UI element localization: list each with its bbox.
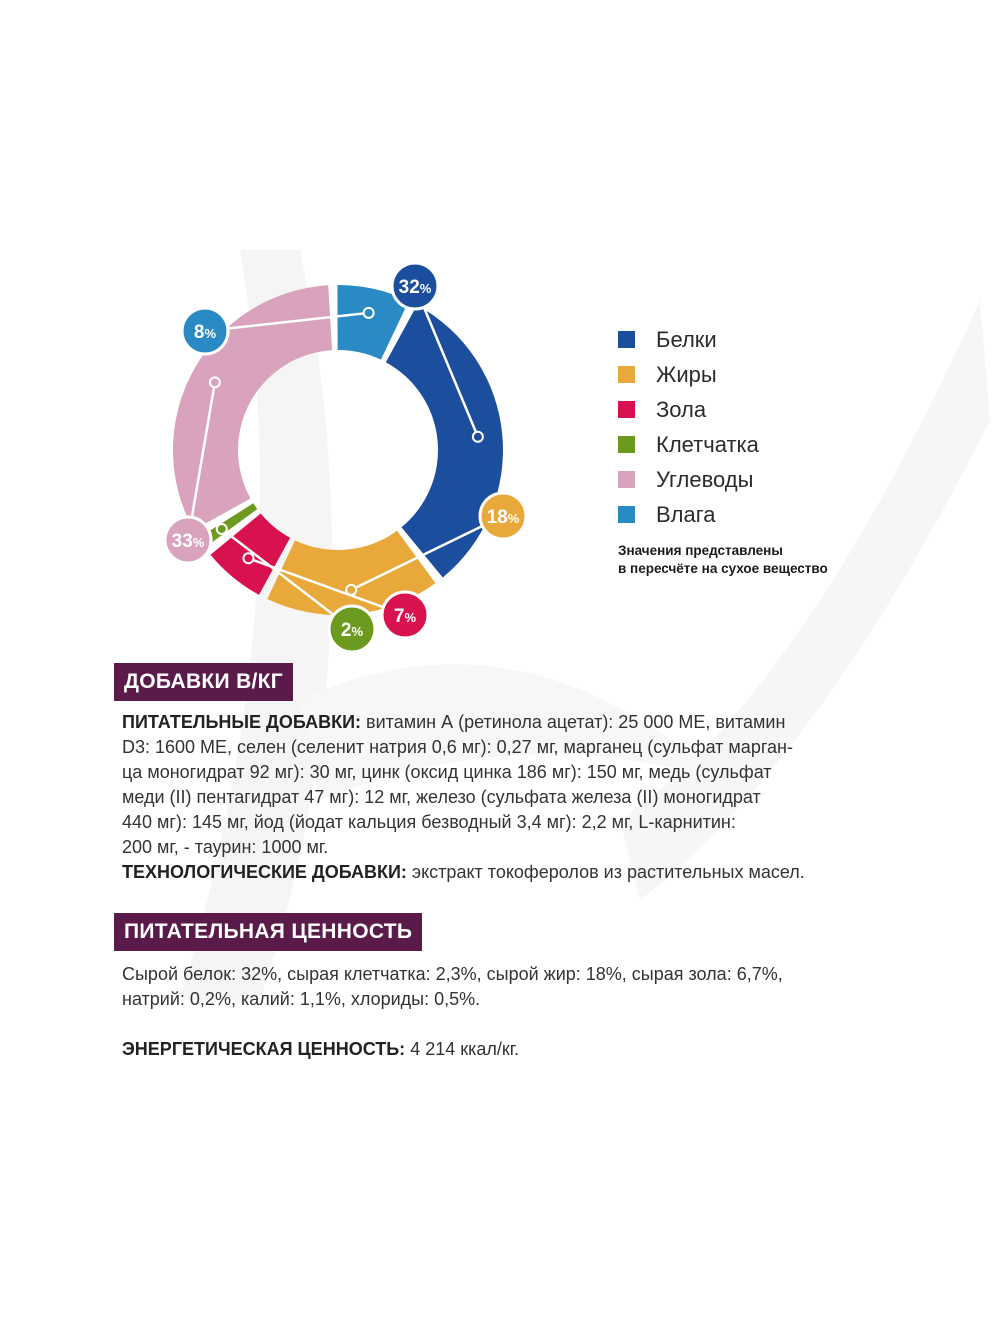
legend-item-moisture [618, 497, 898, 532]
additives-line-6: 200 мг, - таурин: 1000 мг. [122, 837, 329, 857]
nutrition-line-2: натрий: 0,2%, калий: 1,1%, хлориды: 0,5%. [122, 989, 481, 1009]
nutritional-additives-label: ПИТАТЕЛЬНЫЕ ДОБАВКИ: [122, 712, 362, 732]
slice-proteins [386, 305, 503, 577]
callout-dot-proteins [473, 432, 483, 442]
nutrition-header: ПИТАТЕЛЬНАЯ ЦЕННОСТЬ [114, 913, 422, 951]
legend-swatch-moisture [618, 506, 635, 523]
legend-note-line-2: в пересчёте на сухое вещество [618, 561, 828, 576]
energy-label: ЭНЕРГЕТИЧЕСКАЯ ЦЕННОСТЬ: [122, 1039, 406, 1059]
legend-swatch-carbs [618, 471, 635, 488]
additives-line-5: 440 мг): 145 мг, йод (йодат кальция безводный 3,4 мг): 2,2 мг, L-карнитин: [122, 812, 736, 832]
tech-additives-text: экстракт токоферолов из растительных масел. [411, 862, 805, 882]
legend-label-carbs: Углеводы [656, 466, 754, 492]
data-label-carbs: 33% [171, 531, 205, 552]
additives-text-1: витамин А (ретинола ацетат): 25 000 МЕ, витамин [366, 712, 786, 732]
legend-label-fats: Жиры [656, 361, 717, 387]
additives-line-2: D3: 1600 МЕ, селен (селенит натрия 0,6 мг): 0,27 мг, марганец (сульфат марган- [122, 737, 793, 757]
nutrition-line-1: Сырой белок: 32%, сырая клетчатка: 2,3%, сырой жир: 18%, сырая зола: 6,7%, [122, 964, 783, 984]
legend-note [618, 542, 898, 578]
additives-line-1 [122, 710, 912, 735]
legend-label-ash: Зола [656, 396, 707, 422]
data-label-fiber: 2% [340, 620, 364, 641]
legend-label-proteins: Белки [656, 326, 717, 352]
callout-dot-carbs [210, 377, 220, 387]
tech-additives-label: ТЕХНОЛОГИЧЕСКИЕ ДОБАВКИ: [122, 862, 407, 882]
additives-nutritional-paragraph [122, 710, 912, 885]
callout-dot-fiber [217, 524, 227, 534]
callout-dot-moisture [364, 308, 374, 318]
data-label-ash: 7% [393, 606, 417, 627]
additives-header: ДОБАВКИ В/КГ [114, 663, 293, 701]
legend-label-moisture: Влага [656, 501, 716, 527]
legend-item-fats [618, 357, 898, 392]
data-label-proteins: 32% [398, 277, 432, 298]
legend-item-carbs [618, 462, 898, 497]
legend-item-ash [618, 392, 898, 427]
legend-note-line-1: Значения представлены [618, 543, 783, 558]
legend-item-proteins [618, 322, 898, 357]
additives-line-3: ца моногидрат 92 мг): 30 мг, цинк (оксид цинка 186 мг): 150 мг, медь (сульфат [122, 762, 772, 782]
data-label-moisture: 8% [193, 322, 217, 343]
callout-dot-ash [243, 553, 253, 563]
legend-label-fiber: Клетчатка [656, 431, 759, 457]
legend-swatch-fats [618, 366, 635, 383]
legend-swatch-ash [618, 401, 635, 418]
legend-swatch-fiber [618, 436, 635, 453]
nutrition-paragraph [122, 962, 912, 1012]
data-label-fats: 18% [486, 507, 520, 528]
energy-paragraph [122, 1037, 912, 1062]
legend-item-fiber [618, 427, 898, 462]
energy-value: 4 214 ккал/кг. [410, 1039, 520, 1059]
additives-line-4: меди (II) пентагидрат 47 мг): 12 мг, железо (сульфата железа (II) моногидрат [122, 787, 761, 807]
chart-legend [618, 322, 898, 578]
legend-swatch-proteins [618, 331, 635, 348]
tech-additives-line [122, 860, 912, 885]
